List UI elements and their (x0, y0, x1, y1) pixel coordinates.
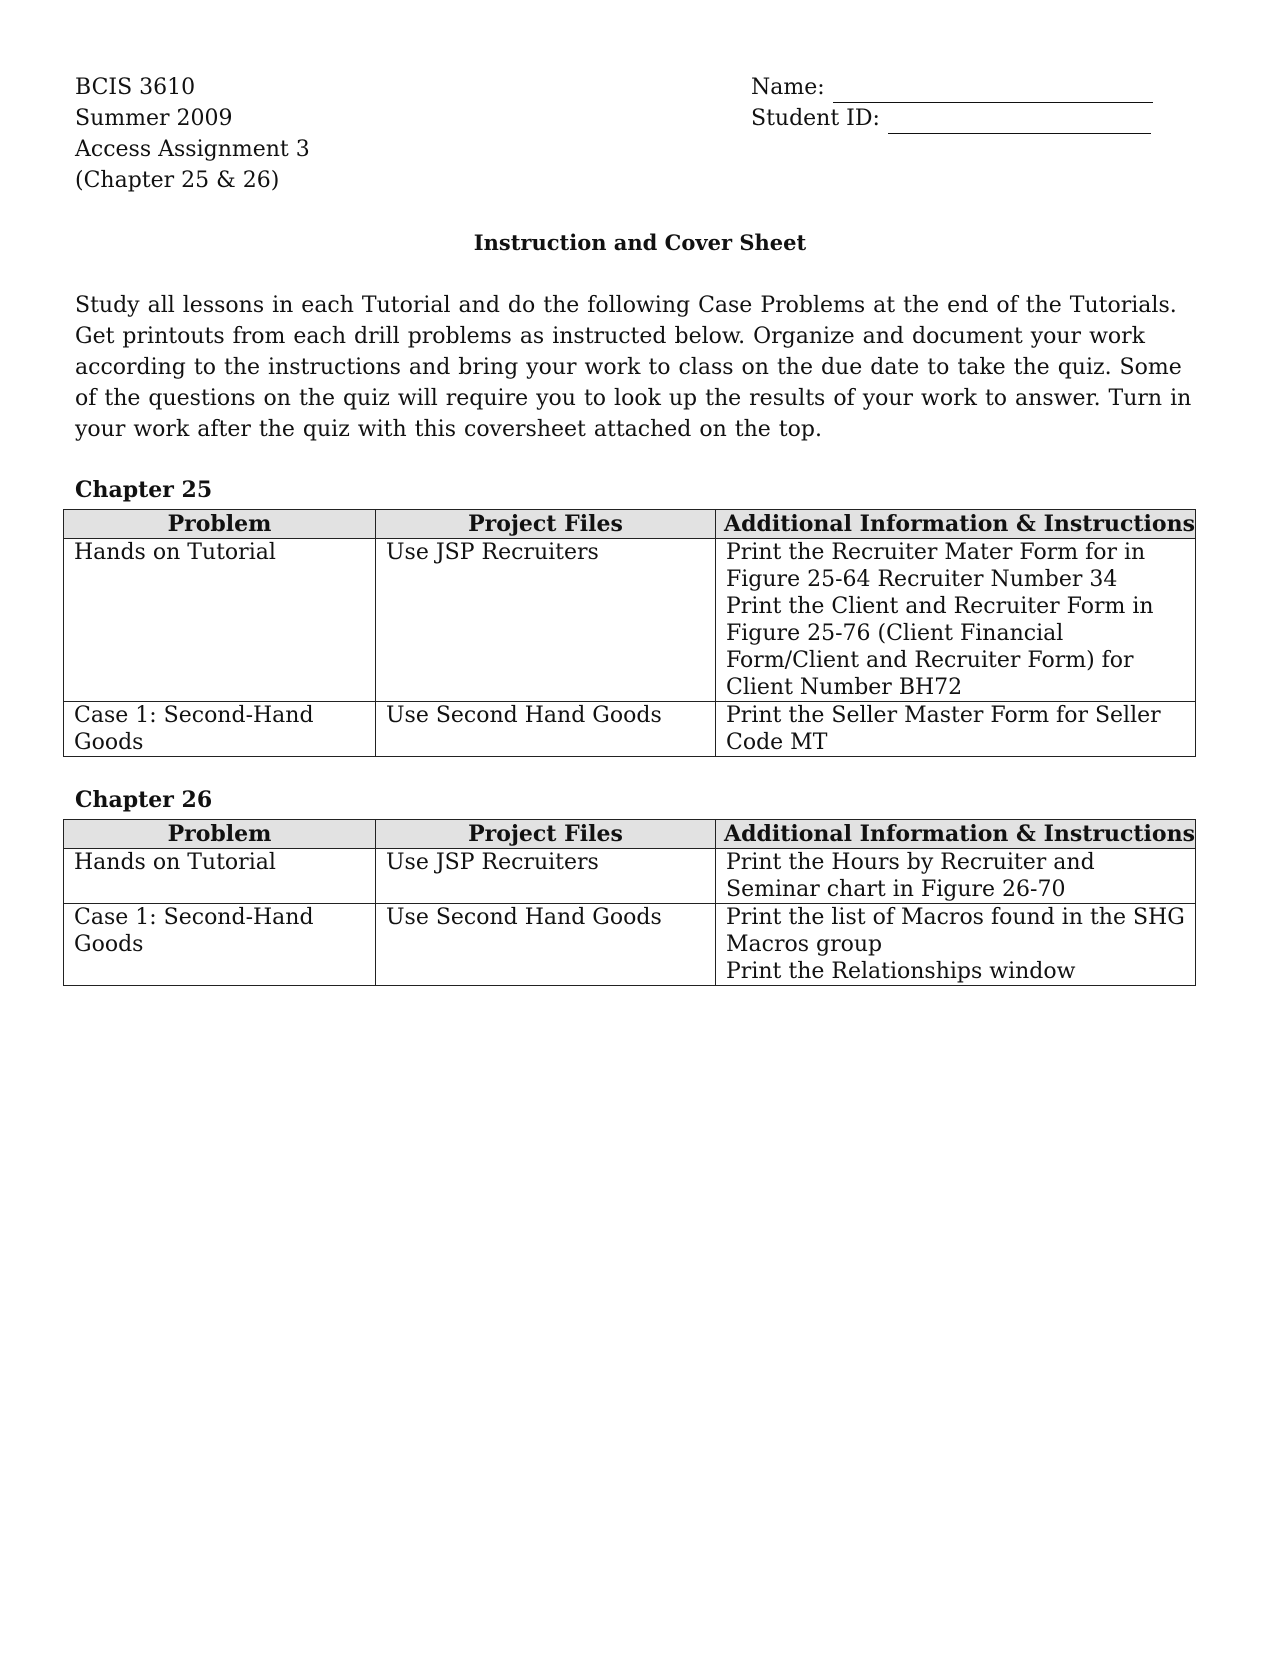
problem-cell: Hands on Tutorial (64, 539, 376, 702)
table-row (64, 539, 1196, 702)
problem-column-header: Problem (64, 820, 376, 849)
project-files-column-header: Project Files (376, 820, 716, 849)
course-term: Summer 2009 (75, 106, 233, 131)
name-field (751, 72, 1153, 103)
page-title: Instruction and Cover Sheet (473, 230, 807, 255)
project-files-cell: Use JSP Recruiters (376, 539, 716, 702)
instruction-line: Print the Relationships window (726, 959, 1076, 984)
info-cell (716, 702, 1196, 757)
chapter-25-heading: Chapter 25 (75, 477, 213, 503)
info-cell (716, 904, 1196, 986)
instruction-line: Print the Seller Master Form for Seller Code MT (726, 703, 1161, 755)
course-header (75, 72, 310, 196)
problem-cell: Case 1: Second-Hand Goods (64, 702, 376, 757)
instruction-line: Print the Hours by Recruiter and Seminar chart in Figure 26-70 (726, 850, 1095, 902)
info-column-header: Additional Information & Instructions (716, 510, 1196, 539)
name-label: Name: (751, 75, 825, 100)
table-row (64, 904, 1196, 986)
instructions-paragraph: Study all lessons in each Tutorial and do the following Case Problems at the end of the Tutorials. Get printouts from each drill problems as instructed below. Organize and document your work according to the instructions and bring your work to class on the due date to take the quiz. Some of the questions on the quiz will require you to look up the results of your work to answer. Turn in your work after the quiz with this coversheet attached on the top. (75, 293, 1192, 442)
info-cell (716, 539, 1196, 702)
table-row (64, 702, 1196, 757)
project-files-cell: Use JSP Recruiters (376, 849, 716, 904)
table-row (64, 849, 1196, 904)
name-blank-line (833, 80, 1153, 103)
instruction-line: Print the list of Macros found in the SHG Macros group (726, 905, 1185, 957)
chapter-26-table (63, 819, 1196, 986)
problem-column-header: Problem (64, 510, 376, 539)
course-code: BCIS 3610 (75, 75, 196, 100)
problem-cell: Hands on Tutorial (64, 849, 376, 904)
chapter-25-table (63, 509, 1196, 757)
info-column-header: Additional Information & Instructions (716, 820, 1196, 849)
instruction-line: Print the Recruiter Mater Form for in Figure 25-64 Recruiter Number 34 (726, 540, 1146, 592)
instruction-line: Print the Client and Recruiter Form in Figure 25-76 (Client Financial Form/Client and Recruiter Form) for Client Number BH72 (726, 594, 1154, 700)
table-header-row (64, 820, 1196, 849)
student-id-blank-line (888, 111, 1151, 134)
student-id-field (751, 103, 1153, 134)
chapter-26-heading: Chapter 26 (75, 787, 213, 813)
project-files-cell: Use Second Hand Goods (376, 702, 716, 757)
student-id-label: Student ID: (751, 106, 880, 131)
assignment-chapters: (Chapter 25 & 26) (75, 168, 280, 193)
problem-cell: Case 1: Second-Hand Goods (64, 904, 376, 986)
project-files-cell: Use Second Hand Goods (376, 904, 716, 986)
assignment-name: Access Assignment 3 (75, 137, 310, 162)
project-files-column-header: Project Files (376, 510, 716, 539)
table-header-row (64, 510, 1196, 539)
student-info (751, 72, 1153, 134)
info-cell (716, 849, 1196, 904)
